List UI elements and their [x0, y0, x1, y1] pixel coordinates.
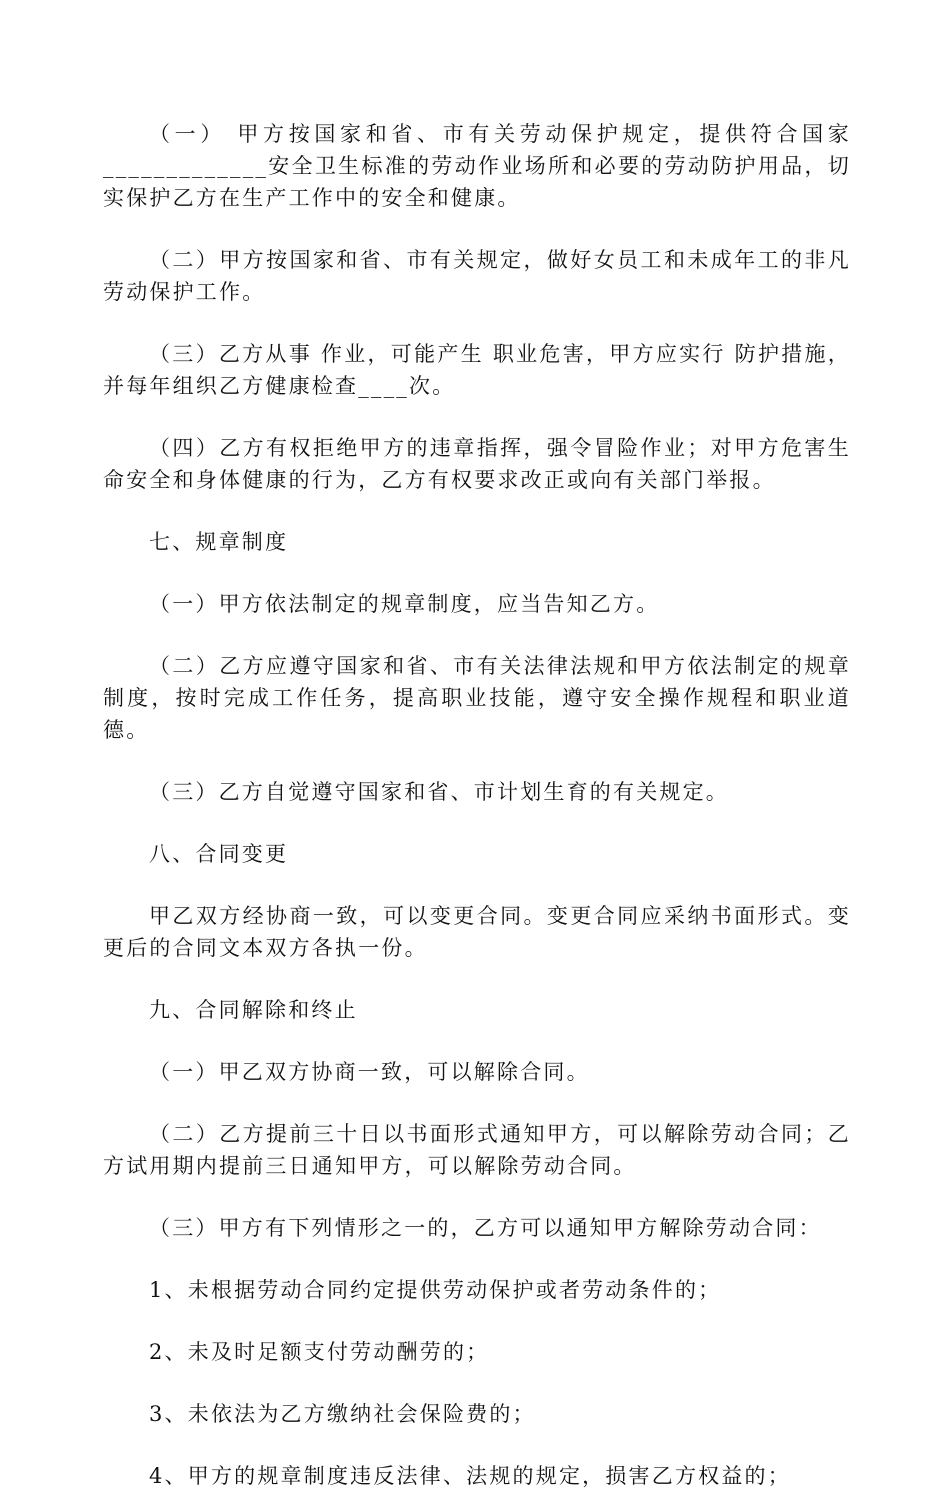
section-heading-rules: 七、规章制度 [149, 530, 289, 554]
paragraph-rules-2: （二）乙方应遵守国家和省、市有关法律法规和甲方依法制定的规章制度，按时完成工作任务，提高职业技能，遵守安全操作规程和职业道德。 [103, 654, 851, 742]
list-item-termination-4: 4、甲方的规章制度违反法律、法规的规定，损害乙方权益的； [149, 1464, 791, 1488]
paragraph-termination-3: （三）甲方有下列情形之一的，乙方可以通知甲方解除劳动合同： [149, 1216, 822, 1240]
paragraph-labor-protection-3: （三）乙方从事 作业，可能产生 职业危害，甲方应实行 防护措施，并每年组织乙方健康检查____次。 [103, 342, 851, 398]
paragraph-rules-1: （一）甲方依法制定的规章制度，应当告知乙方。 [149, 592, 660, 616]
paragraph-contract-change-1: 甲乙双方经协商一致，可以变更合同。变更合同应采纳书面形式。变更后的合同文本双方各执一份。 [103, 904, 851, 960]
paragraph-labor-protection-4: （四）乙方有权拒绝甲方的违章指挥，强令冒险作业；对甲方危害生命安全和身体健康的行为，乙方有权要求改正或向有关部门举报。 [103, 436, 851, 492]
paragraph-labor-protection-1: （一） 甲方按国家和省、市有关劳动保护规定，提供符合国家_____________安全卫生标准的劳动作业场所和必要的劳动防护用品，切实保护乙方在生产工作中的安全和健康。 [103, 122, 851, 210]
paragraph-labor-protection-2: （二）甲方按国家和省、市有关规定，做好女员工和未成年工的非凡劳动保护工作。 [103, 248, 851, 304]
list-item-termination-1: 1、未根据劳动合同约定提供劳动保护或者劳动条件的； [149, 1278, 722, 1302]
list-item-termination-2: 2、未及时足额支付劳动酬劳的； [149, 1340, 490, 1364]
paragraph-termination-2: （二）乙方提前三十日以书面形式通知甲方，可以解除劳动合同；乙方试用期内提前三日通知甲方，可以解除劳动合同。 [103, 1122, 851, 1178]
document-page [103, 118, 851, 1492]
section-heading-termination: 九、合同解除和终止 [149, 998, 358, 1022]
section-heading-contract-change: 八、合同变更 [149, 842, 289, 866]
paragraph-rules-3: （三）乙方自觉遵守国家和省、市计划生育的有关规定。 [149, 780, 729, 804]
list-item-termination-3: 3、未依法为乙方缴纳社会保险费的； [149, 1402, 536, 1426]
paragraph-termination-1: （一）甲乙双方协商一致，可以解除合同。 [149, 1060, 590, 1084]
